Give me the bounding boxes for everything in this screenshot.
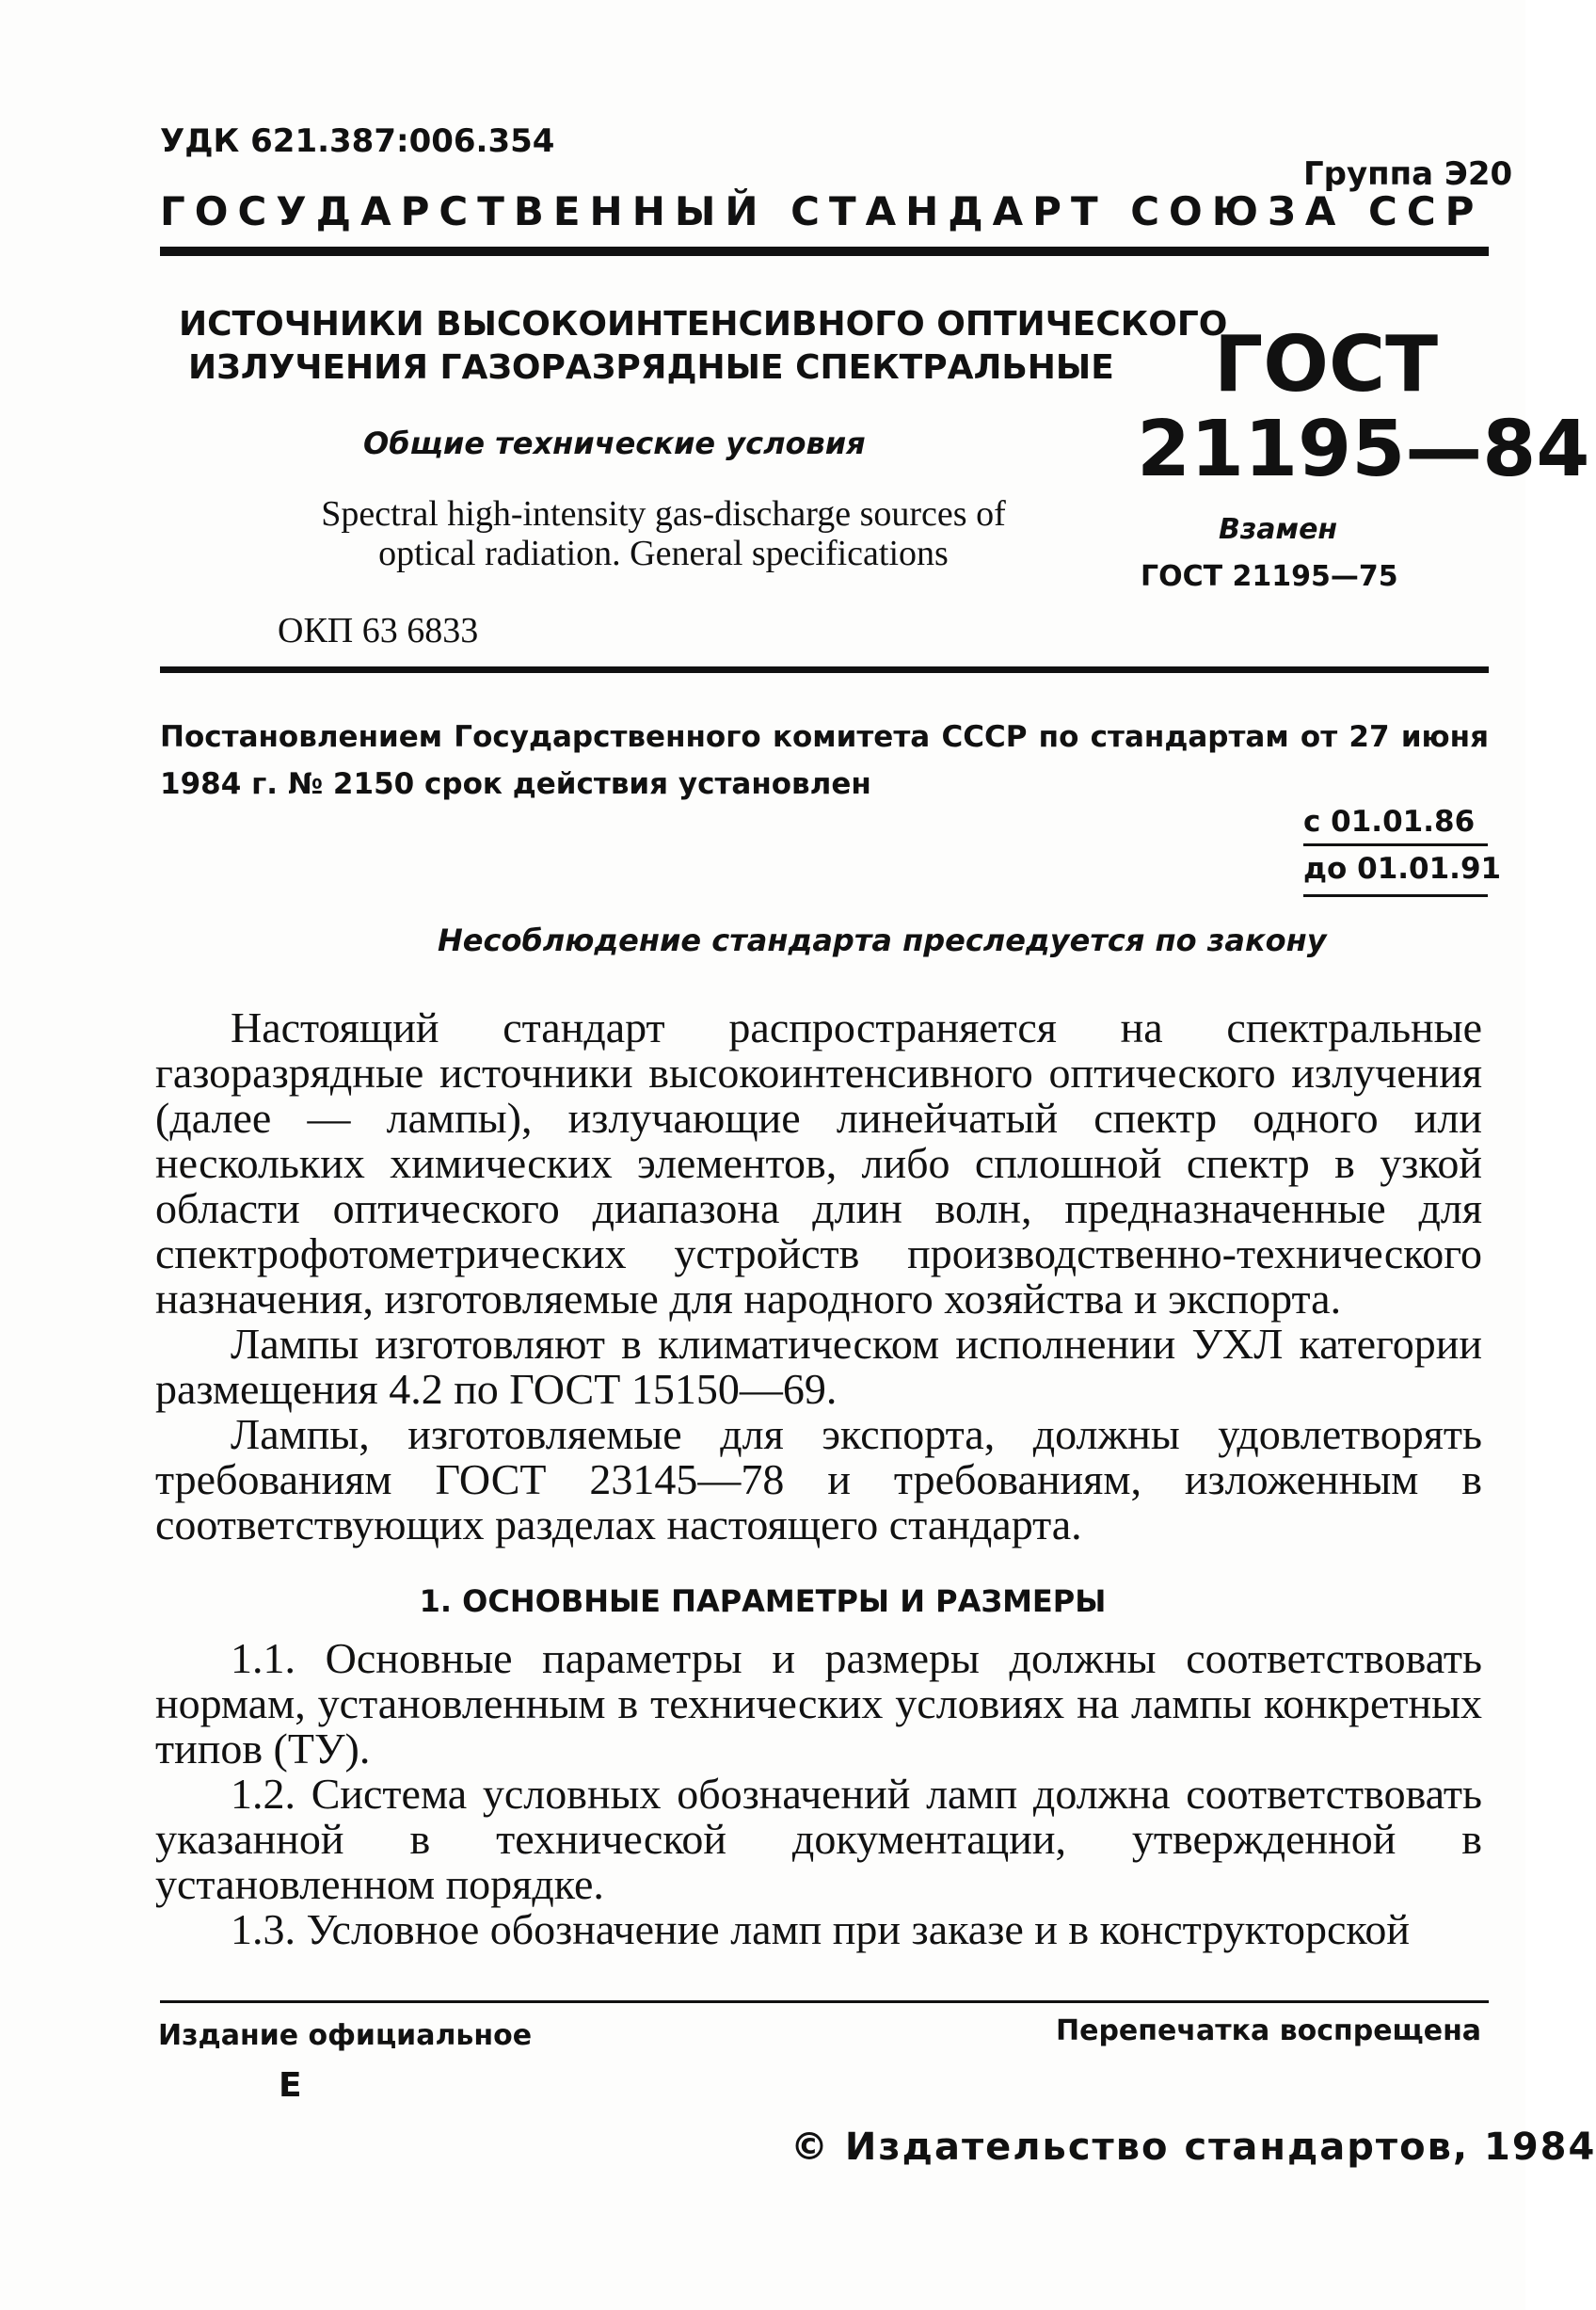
section-item: 1.1. Основные параметры и размеры должны соответствовать нормам, установленным в технических условиях на лампы конкретных типов (ТУ). (155, 1634, 1482, 1773)
title-line-2: ИЗЛУЧЕНИЯ ГАЗОРАЗРЯДНЫЕ СПЕКТРАЛЬНЫЕ (188, 348, 1114, 387)
date-underline (1303, 894, 1488, 897)
english-title (240, 494, 1087, 573)
reprint-notice: Перепечатка воспрещена (1056, 2014, 1482, 2047)
udk-code: УДК 621.387:006.354 (160, 122, 555, 160)
document-subtitle: Общие технические условия (363, 425, 866, 461)
title-rule (160, 666, 1489, 673)
english-title-line-1: Spectral high-intensity gas-discharge sources of (321, 494, 1006, 534)
intro-paragraph: Лампы изготовляют в климатическом исполнении УХЛ категории размещения 4.2 по ГОСТ 15150—69. (155, 1320, 1482, 1413)
replaces-label: Взамен (1219, 513, 1338, 546)
intro-paragraph: Лампы, изготовляемые для экспорта, должны удовлетворять требованиям ГОСТ 23145—78 и требованиям, изложенным в соответствующих разделах настоящего стандарта. (155, 1410, 1482, 1548)
group-code: Группа Э20 (1303, 155, 1513, 193)
violation-notice: Несоблюдение стандарта преследуется по закону (438, 922, 1327, 958)
state-standard-heading: ГОСУДАРСТВЕННЫЙ СТАНДАРТ СОЮЗА ССР (160, 188, 1484, 234)
publisher-copyright: © Издательство стандартов, 1984 (790, 2126, 1596, 2169)
title-line-1: ИСТОЧНИКИ ВЫСОКОИНТЕНСИВНОГО ОПТИЧЕСКОГО (179, 305, 1228, 344)
header-rule (160, 247, 1489, 256)
date-divider (1303, 843, 1488, 846)
english-title-line-2: optical radiation. General specifications (378, 534, 949, 573)
replaces-standard: ГОСТ 21195—75 (1141, 560, 1398, 593)
document-title (179, 303, 1227, 390)
gost-number: 21195—84 (1137, 405, 1590, 494)
effective-to: до 01.01.91 (1303, 852, 1502, 886)
section-item: 1.2. Система условных обозначений ламп должна соответствовать указанной в технической документации, утвержденной в установленном порядке. (155, 1770, 1482, 1908)
footer-rule (160, 2000, 1489, 2003)
section-item: 1.3. Условное обозначение ламп при заказе и в конструкторской (231, 1905, 1411, 1953)
edition-label: Издание официальное (158, 2019, 533, 2052)
section-heading: 1. ОСНОВНЫЕ ПАРАМЕТРЫ И РАЗМЕРЫ (419, 1583, 1107, 1619)
gost-label: ГОСТ (1214, 320, 1439, 409)
edition-letter: Е (279, 2066, 302, 2105)
okp-code: ОКП 63 6833 (278, 611, 479, 650)
intro-text (155, 1005, 1482, 1548)
intro-paragraph: Настоящий стандарт распространяется на спектральные газоразрядные источники высокоинтенсивного оптического излучения (далее — лампы), излучающие линейчатый спектр одного или нескольких химических элементов, либо сплошной спектр в узкой области оптического диапазона длин волн, предназначенные для спектрофотометрических устройств производственно-технического назначения, изготовляемые для народного хозяйства и экспорта. (155, 1003, 1482, 1323)
section-items (155, 1636, 1482, 1952)
decree-text: Постановлением Государственного комитета СССР по стандартам от 27 июня 1984 г. № 2150 срок действия установлен (160, 720, 1489, 801)
effective-from: с 01.01.86 (1303, 805, 1476, 839)
